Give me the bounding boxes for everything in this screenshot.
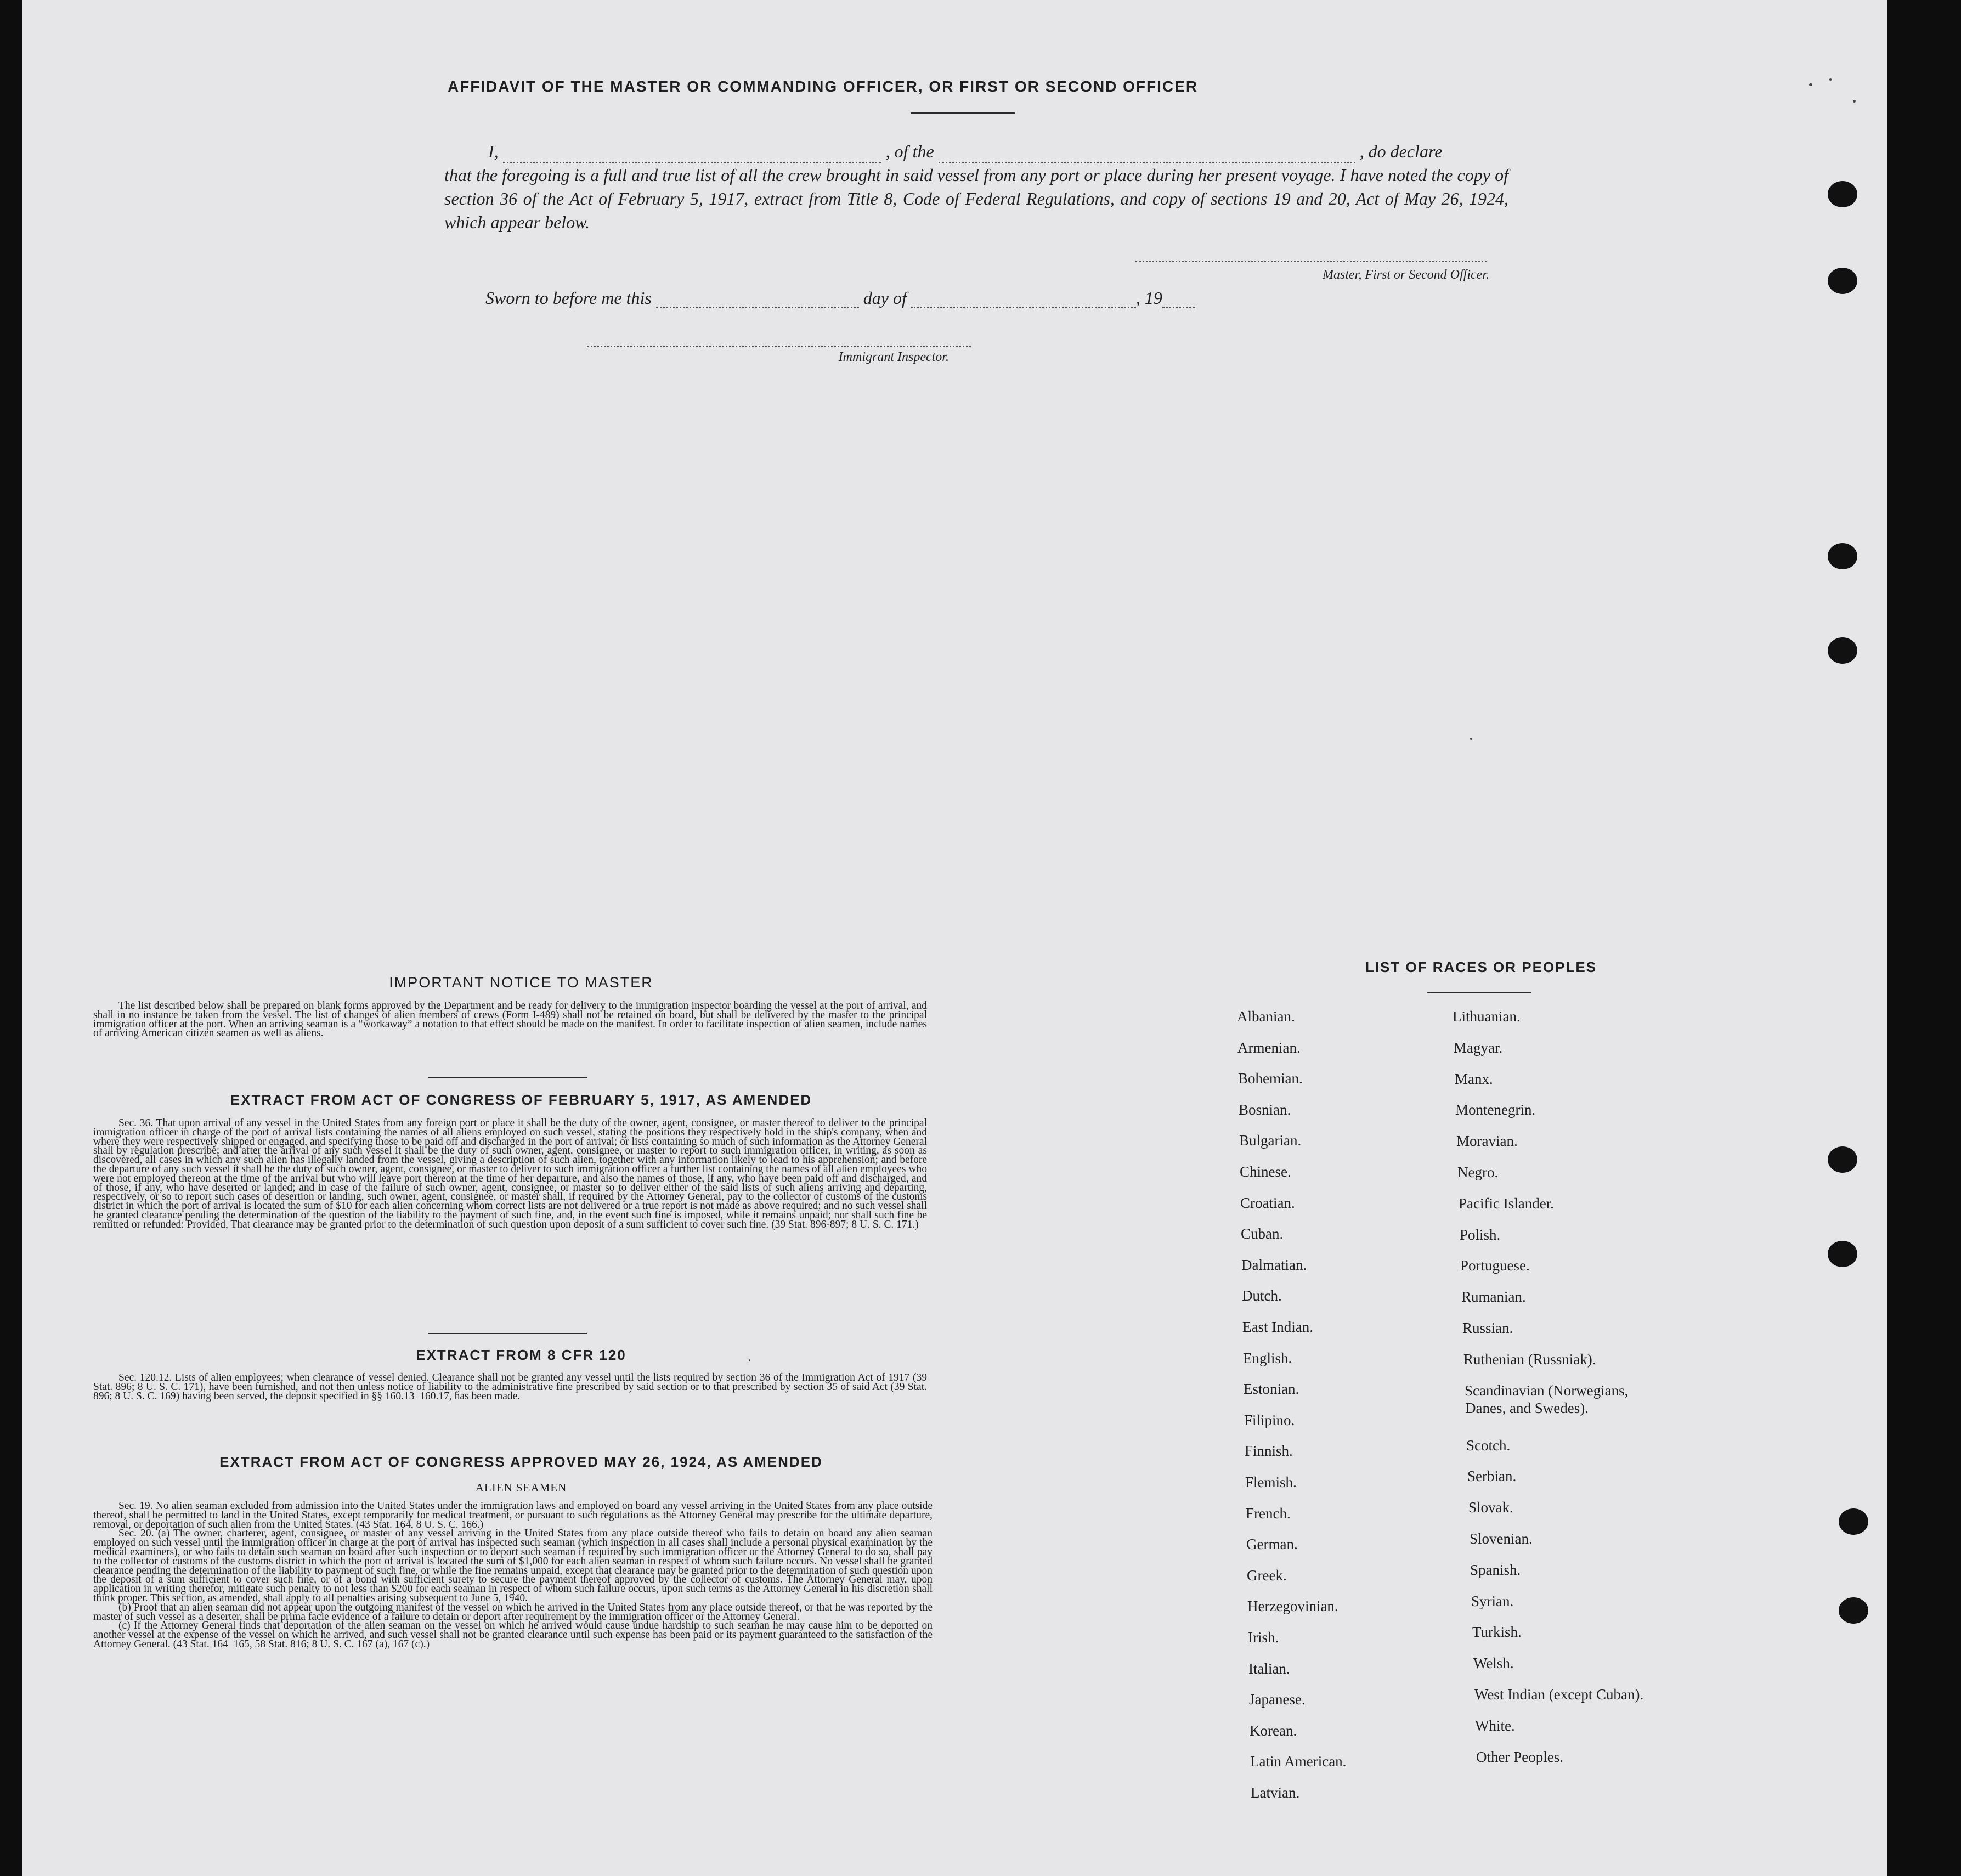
race-item-left: Japanese. — [1249, 1691, 1306, 1708]
race-item-left: Herzegovinian. — [1247, 1598, 1338, 1614]
race-item-left: Italian. — [1248, 1660, 1290, 1677]
race-item-right: Polish. — [1460, 1227, 1501, 1243]
speck — [1470, 738, 1472, 740]
sec-20b-text: (b) Proof that an alien seaman did not appear upon the outgoing manifest of the vessel on which he arrived in the United States from any place outside thereof, or that he was reported by the master of such vessel as a deserter, shall be prima facie evidence of a failure to detain or deport after requirement by the immigration officer or the Attorney General. — [93, 1601, 933, 1623]
affidavit-i-label: I, — [488, 142, 499, 161]
races-heading: LIST OF RACES OR PEOPLES — [1365, 959, 1597, 975]
sec-20c-text: (c) If the Attorney General finds that deportation of the alien seaman on the vessel on which he arrived would cause undue hardship to such seaman he may cause him to be deported on another vessel at the expense of the vessel on which he arrived, and such vessel shall not be granted clearance until such expense has been paid or its payment guaranteed to the satisfaction of the Attorney General. (43 Stat. 164–165, 58 Stat. 816; 8 U. S. C. 167 (a), 167 (c).) — [93, 1620, 933, 1650]
race-item-left: Dalmatian. — [1241, 1257, 1307, 1273]
vessel-name-field[interactable] — [939, 145, 1355, 163]
notice-text: The list described below shall be prepared on blank forms approved by the Department and be ready for delivery to the immigration inspector boarding the vessel at the port of arrival, and shall in no instance be taken from the vessel. The list of changes of alien members of crews (Form I-489) shall not be retained on board, but shall be delivered by the master to the principal immigration officer at the port. When an arriving seaman is a “workaway” a notation to that effect should be made on the manifest. In order to facilitate inspection of alien seamen, include names of arriving American citizen seamen as well as aliens. — [93, 1000, 927, 1039]
race-item-left: Finnish. — [1245, 1443, 1293, 1459]
race-item-right: Manx. — [1455, 1071, 1493, 1087]
race-item-left: French. — [1246, 1505, 1291, 1522]
race-item-left: Filipino. — [1244, 1412, 1295, 1428]
race-item-right: Negro. — [1457, 1164, 1499, 1180]
race-item-left: Greek. — [1247, 1567, 1287, 1584]
extract-1924-heading: EXTRACT FROM ACT OF CONGRESS APPROVED MAY 26, 1924, AS AMENDED — [219, 1454, 823, 1470]
race-item-left: English. — [1243, 1350, 1292, 1366]
binder-hole — [1828, 268, 1857, 294]
race-item-left: Albanian. — [1237, 1008, 1295, 1025]
race-item-left: Irish. — [1248, 1629, 1279, 1646]
race-item-left: German. — [1246, 1536, 1298, 1552]
race-item-left: Dutch. — [1242, 1287, 1282, 1304]
race-item-right: Portuguese. — [1460, 1257, 1530, 1274]
affidavit-first-line — [444, 140, 1508, 163]
sec-20a-text: Sec. 20. (a) The owner, charterer, agent, consignee, or master of any vessel arriving in the United States from any place outside thereof who fails to detain on board any alien seaman employed on such vessel until the immigration officer in charge at the port of arrival has inspected such seaman (which inspection in all cases shall include a personal physical examination by the medical examiners), or who fails to detain such seaman on board after such inspection or to deport such seaman if required by such immigration officer or the Attorney General to do so, shall pay to the collector of customs of the customs district in which the port of arrival is located the sum of $1,000 for each alien seaman in respect of whom such failure occurs. No vessel shall be granted clearance pending the determination of the liability to payment of such fine, or while the fine remains unpaid, except that clearance may be granted prior to the determination of such question upon the deposit of a sum sufficient to cover such fine, or of a bond with sufficient surety to secure the payment thereof approved by the collector of customs. The Attorney General may, upon application in writing therefor, mitigate such penalty to not less than $200 for each seaman in respect of whom such failure occurs, upon such terms as the Attorney General in his discretion shall think proper. This section, as amended, shall apply to all penalties arising subsequent to June 5, 1940. — [93, 1528, 933, 1604]
race-item-right: Magyar. — [1454, 1039, 1503, 1056]
officer-name-field[interactable] — [503, 145, 881, 163]
speck — [1829, 78, 1832, 81]
race-item-left: Korean. — [1250, 1722, 1297, 1739]
race-item-right: Turkish. — [1472, 1624, 1522, 1640]
binder-hole — [1828, 543, 1857, 569]
speck — [1809, 83, 1812, 86]
extract-cfr-heading: EXTRACT FROM 8 CFR 120 — [416, 1347, 626, 1363]
race-item-right: White. — [1475, 1717, 1515, 1734]
binder-hole — [1828, 637, 1857, 664]
race-item-left: Chinese. — [1240, 1163, 1291, 1180]
sworn-day-field[interactable] — [656, 290, 859, 308]
race-item-right: Rumanian. — [1461, 1289, 1526, 1305]
affidavit-heading: AFFIDAVIT OF THE MASTER OR COMMANDING OFFICER, OR FIRST OR SECOND OFFICER — [447, 78, 1199, 95]
sworn-line — [485, 288, 1195, 308]
affidavit-body — [444, 140, 1508, 234]
sworn-label: Sworn to before me this — [485, 288, 652, 308]
officer-signature-field[interactable] — [1135, 261, 1487, 262]
race-item-right: Serbian. — [1467, 1468, 1517, 1484]
affidavit-declaration-text: that the foregoing is a full and true list of all the crew brought in said vessel from any port or place during her present voyage. I have noted the copy of section 36 of the Act of February 5, 1917, extract from Title 8, Code of Federal Regulations, and copy of sections 19 and 20, Act of May 26, 1924, which appear below. — [444, 165, 1508, 232]
binder-hole — [1828, 1241, 1857, 1267]
race-item-right: Slovenian. — [1470, 1530, 1533, 1547]
race-item-right: Lithuanian. — [1453, 1008, 1521, 1025]
race-item-right: Russian. — [1462, 1320, 1513, 1336]
race-item-right: Ruthenian (Russniak). — [1463, 1351, 1596, 1368]
affidavit-heading-rule — [911, 112, 1015, 114]
race-item-left: Armenian. — [1237, 1039, 1301, 1056]
day-of-label: day of — [863, 288, 907, 308]
affidavit-of-the-label: , of the — [885, 142, 934, 161]
race-item-right: Welsh. — [1473, 1655, 1514, 1671]
race-item-left: Estonian. — [1244, 1381, 1299, 1397]
race-item-right: Other Peoples. — [1476, 1749, 1563, 1765]
race-item-right: Montenegrin. — [1455, 1101, 1536, 1118]
race-item-left: Latvian. — [1251, 1784, 1300, 1801]
binder-hole — [1839, 1597, 1868, 1624]
speck — [1853, 100, 1856, 103]
extract-1917-text: Sec. 36. That upon arrival of any vessel in the United States from any foreign port or place it shall be the duty of the owner, agent, consignee, or master thereof to deliver to the principal immigration officer in charge of the port of arrival lists containing the names of all aliens employed on such vessel, stating the positions they respectively hold in the ship's company, when and where they were respectively shipped or engaged, and specifying those to be paid off and discharged in the port of arrival; or lists containing so much of such information as the Attorney General shall by regulation prescribe; and after the arrival of any such vessel it shall be the duty of such owner, agent, consignee, or master to report to such immigration officer, in writing, as soon as discovered, all cases in which any such alien has illegally landed from the vessel, giving a description of such alien, together with any information likely to lead to his apprehension; and before the departure of any such vessel it shall be the duty of such owner, agent, consignee, or master to deliver to such immigration officer a further list containing the names of all alien employees who were not employed thereon at the time of the arrival but who will leave port thereon at the time of her departure, and also the names of those, if any, who have been paid off and discharged, and of those, if any, who have deserted or landed; and in case of the failure of such owner, agent, consignee, or master so to deliver either of the said lists of such aliens arriving and departing, respectively, or so to report such cases of desertion or landing, such owner, agent, consignee, or master shall, if required by the Attorney General, pay to the collector of customs of the customs district in which the port of arrival is located the sum of $10 for each alien concerning whom correct lists are not delivered or a true report is not made as above required; and no such vessel shall be granted clearance pending the determination of the question of the liability to the payment of such fine, and, in the event such fine is imposed, while it remains unpaid; nor shall such fine be remitted or refunded: Provided, That clearance may be granted prior to the determination of such question upon deposit of a sum sufficient to cover such fine. (39 Stat. 896-897; 8 U. S. C. 171.) — [93, 1117, 927, 1230]
race-item-right: Scandinavian (Norwegians, — [1465, 1382, 1629, 1399]
extract-1917-rule — [428, 1333, 587, 1334]
sworn-month-field[interactable] — [911, 290, 1136, 308]
race-item-right: Scotch. — [1466, 1437, 1511, 1454]
race-item-right: Slovak. — [1468, 1499, 1513, 1516]
race-item-left: Latin American. — [1250, 1753, 1347, 1770]
inspector-caption: Immigrant Inspector. — [838, 350, 949, 364]
race-item-right: West Indian (except Cuban). — [1474, 1686, 1644, 1703]
sworn-year-field[interactable] — [1162, 290, 1195, 308]
extract-cfr-text: Sec. 120.12. Lists of alien employees; when clearance of vessel denied. Clearance shall not be granted any vessel until the lists required by section 36 of the Immigration Act of 1917 (39 Stat. 896; 8 U. S. C. 171), have been furnished, and not then unless notice of liability to the administrative fine prescribed by said section or to that prescribed by section 35 of said Act (39 Stat. 896; 8 U. S. C. 169) having been served, the deposit specified in §§ 160.13–160.17, has been made. — [93, 1372, 927, 1402]
race-item-left: Flemish. — [1245, 1474, 1297, 1490]
race-item-left: Bulgarian. — [1239, 1132, 1302, 1149]
sec-19-text: Sec. 19. No alien seaman excluded from admission into the United States under the immigration laws and employed on board any vessel arriving in the United States from any place outside thereof, shall be permitted to land in the United States, except temporarily for medical treatment, or pursuant to such regulations as the Attorney General may prescribe for the ultimate departure, removal, or deportation of such alien from the United States. (43 Stat. 164, 8 U. S. C. 166.) — [93, 1500, 933, 1530]
binder-hole — [1828, 181, 1857, 207]
race-item-right: Moravian. — [1456, 1133, 1518, 1149]
race-item-left: Cuban. — [1241, 1225, 1284, 1242]
extract-1917-heading: EXTRACT FROM ACT OF CONGRESS OF FEBRUARY 5, 1917, AS AMENDED — [230, 1092, 812, 1108]
race-item-left: Croatian. — [1240, 1195, 1295, 1211]
year-prefix-label: , 19 — [1135, 288, 1162, 308]
race-item-right: Spanish. — [1470, 1562, 1521, 1578]
race-item-left: East Indian. — [1242, 1319, 1313, 1335]
binder-hole — [1839, 1508, 1868, 1535]
race-item-right: Danes, and Swedes). — [1465, 1400, 1589, 1416]
race-item-right: Syrian. — [1471, 1593, 1514, 1609]
officer-signature-caption: Master, First or Second Officer. — [1323, 268, 1489, 282]
alien-seamen-subheading: ALIEN SEAMEN — [475, 1481, 567, 1494]
race-item-right: Pacific Islander. — [1459, 1195, 1554, 1212]
document-page — [22, 0, 1887, 1876]
speck — [749, 1359, 750, 1361]
races-heading-rule — [1427, 992, 1531, 993]
binder-hole — [1828, 1146, 1857, 1173]
notice-heading: IMPORTANT NOTICE TO MASTER — [389, 974, 653, 991]
inspector-signature-field[interactable] — [587, 346, 971, 347]
notice-rule — [428, 1077, 587, 1078]
race-item-left: Bohemian. — [1238, 1070, 1303, 1087]
affidavit-declare-label: , do declare — [1359, 142, 1443, 161]
extract-1924-text — [93, 1502, 933, 1649]
race-item-left: Bosnian. — [1239, 1101, 1291, 1118]
